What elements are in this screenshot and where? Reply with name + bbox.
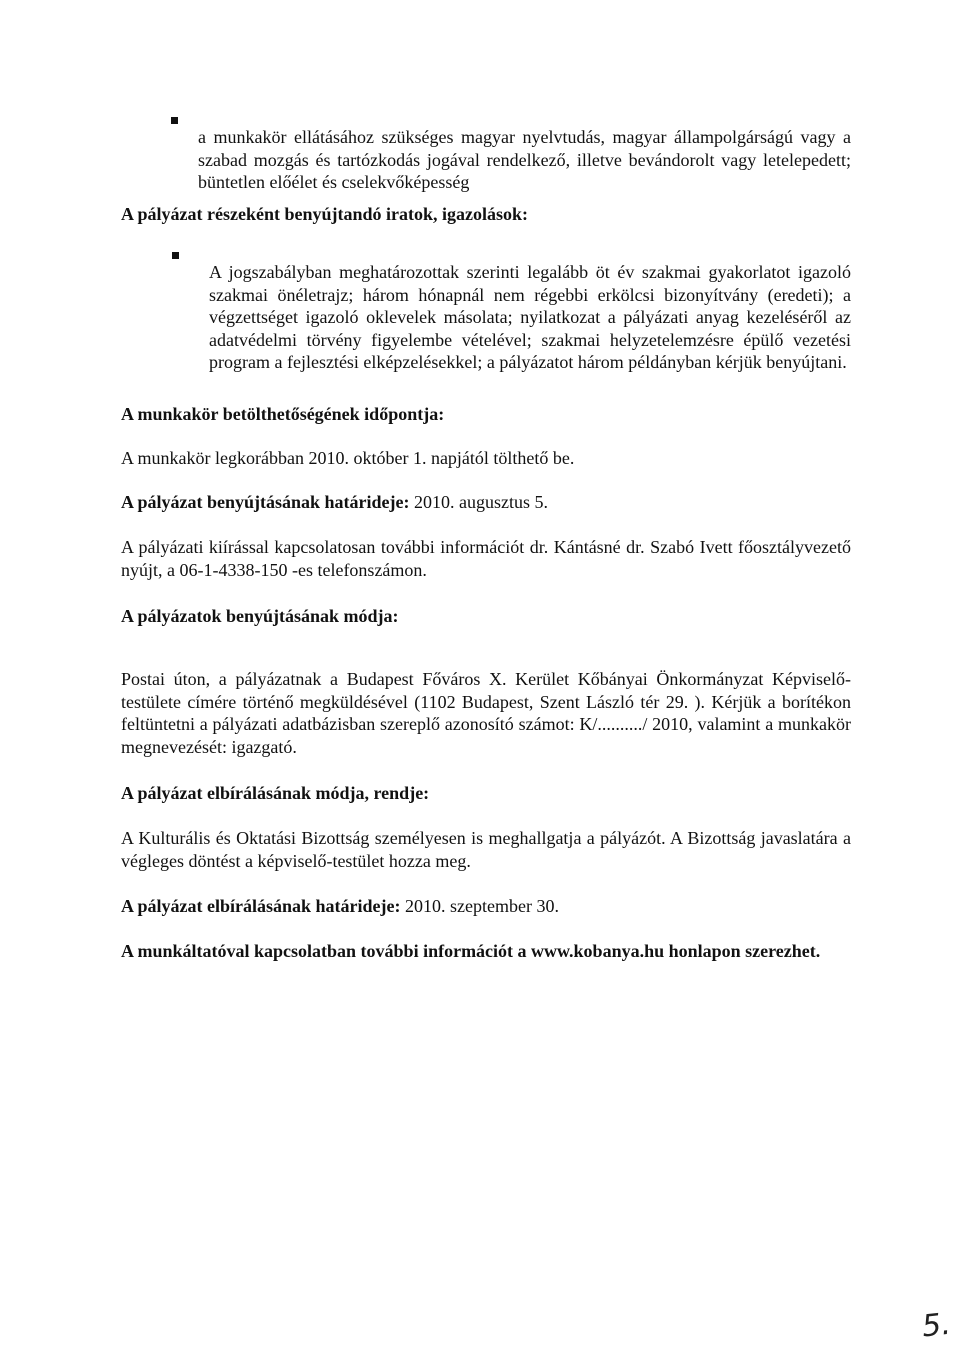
deadline-label: A pályázat benyújtásának határideje: (121, 492, 410, 512)
eval-deadline-value: 2010. szeptember 30. (400, 896, 559, 916)
deadline-line (121, 491, 851, 514)
requirement-item: a munkakör ellátásához szükséges magyar nyelvtudás, magyar állampolgárságú vagy a szabad mozgás és tartózkodás jogával rendelkező, illetve bevándorolt vagy letelepedett; büntetlen előélet és cselekvőképesség (198, 127, 851, 192)
info-text: A pályázati kiírással kapcsolatosan további információt dr. Kántásné dr. Szabó Ivett főosztályvezető nyújt, a 06-1-4338-150 -es telefonszámon. (121, 537, 851, 580)
eval-deadline-line (121, 895, 851, 918)
bullet-icon (172, 252, 179, 259)
submission-text: Postai úton, a pályázatnak a Budapest Főváros X. Kerület Kőbányai Önkormányzat Képviselő-testülete címére történő megküldésével (1102 Budapest, Szent László tér 29. ). Kérjük a borítékon feltüntetni a pályázati adatbázisban szereplő azonosító számot: K/........../ 2010, valamint a munkakör megnevezését: igazgató. (121, 669, 851, 757)
eval-deadline-label: A pályázat elbírálásának határideje: (121, 896, 401, 916)
evaluation-heading: A pályázat elbírálásának módja, rendje: (121, 783, 430, 803)
submission-heading: A pályázatok benyújtásának módja: (121, 606, 399, 626)
start-date-heading: A munkakör betölthetőségének időpontja: (121, 404, 445, 424)
documents-item: A jogszabályban meghatározottak szerinti legalább öt év szakmai gyakorlatot igazoló szakmai önéletrajz; három hónapnál nem régebbi erkölcsi bizonyítvány (eredeti); a végzettséget igazoló oklevelek másolata; nyilatkozat a pályázati anyag kezeléséről az adatvédelmi törvény figyelembe vételével; szakmai helyzetelemzésre épülő vezetési program a fejlesztési elképzelésekkel; a pályázatot három példányban kérjük benyújtani. (209, 262, 851, 372)
start-date-text: A munkakör legkorábban 2010. október 1. napjától tölthető be. (121, 448, 575, 468)
evaluation-text: A Kulturális és Oktatási Bizottság személyesen is meghallgatja a pályázót. A Bizottság javaslatára a végleges döntést a képviselő-testület hozza meg. (121, 828, 851, 871)
documents-heading: A pályázat részeként benyújtandó iratok, igazolások: (121, 204, 528, 224)
page-number: 5. (920, 1306, 953, 1345)
employer-info: A munkáltatóval kapcsolatban további információt a www.kobanya.hu honlapon szerezhet. (121, 941, 821, 961)
deadline-value: 2010. augusztus 5. (409, 492, 549, 512)
bullet-icon (171, 117, 178, 124)
